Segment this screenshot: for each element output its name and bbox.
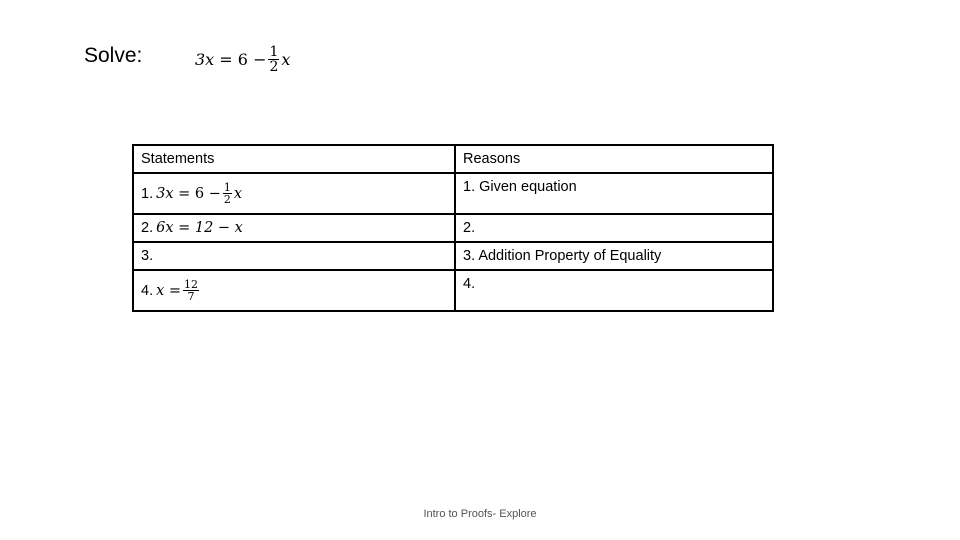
statement-fraction <box>183 279 199 302</box>
statement-number: 2. <box>141 220 154 236</box>
statement-2-equation <box>141 220 243 236</box>
problem-const: 6 <box>237 49 248 69</box>
statement-frac-num: 1 <box>223 181 231 194</box>
statement-1-equation <box>141 182 242 205</box>
table-header-row <box>133 145 773 173</box>
statement-equals: = <box>168 282 182 299</box>
table-row <box>133 214 773 242</box>
problem-equation <box>195 38 290 80</box>
statement-number: 3. <box>141 248 154 264</box>
statement-cell <box>133 270 455 311</box>
statement-cell <box>133 242 455 270</box>
statement-fraction <box>223 182 232 205</box>
statement-frac-den: 7 <box>187 290 195 303</box>
problem-frac-num: 1 <box>269 43 279 60</box>
statement-number: 4. <box>141 282 154 299</box>
statement-lhs: x <box>156 282 165 299</box>
header-statements: Statements <box>133 145 455 173</box>
reason-cell: 1. Given equation <box>455 173 773 214</box>
problem-frac-den: 2 <box>269 58 279 75</box>
problem-var: x <box>281 49 291 69</box>
statement-frac-den: 2 <box>223 193 231 206</box>
proof-table <box>132 144 774 312</box>
statement-var: x <box>233 185 243 202</box>
problem-lhs: 3x <box>195 49 215 69</box>
problem-fraction <box>268 45 279 74</box>
table-row <box>133 270 773 311</box>
statement-equals: = <box>178 185 191 202</box>
problem-equals: = <box>219 49 233 69</box>
solve-label: Solve: <box>84 44 143 67</box>
table-row <box>133 242 773 270</box>
statement-minus: − <box>208 185 221 202</box>
statement-const: 6 <box>194 185 205 202</box>
reason-cell: 3. Addition Property of Equality <box>455 242 773 270</box>
statement-cell <box>133 173 455 214</box>
problem-minus: − <box>253 49 267 69</box>
slide-footer: Intro to Proofs- Explore <box>423 508 537 520</box>
header-reasons: Reasons <box>455 145 773 173</box>
table-row <box>133 173 773 214</box>
statement-cell <box>133 214 455 242</box>
statement-lhs: 3x <box>156 185 174 202</box>
reason-cell: 2. <box>455 214 773 242</box>
statement-frac-num: 12 <box>184 278 199 291</box>
reason-cell: 4. <box>455 270 773 311</box>
statement-number: 1. <box>141 185 154 202</box>
statement-4-equation <box>141 279 201 302</box>
statement-text: 6x = 12 − x <box>156 220 243 236</box>
